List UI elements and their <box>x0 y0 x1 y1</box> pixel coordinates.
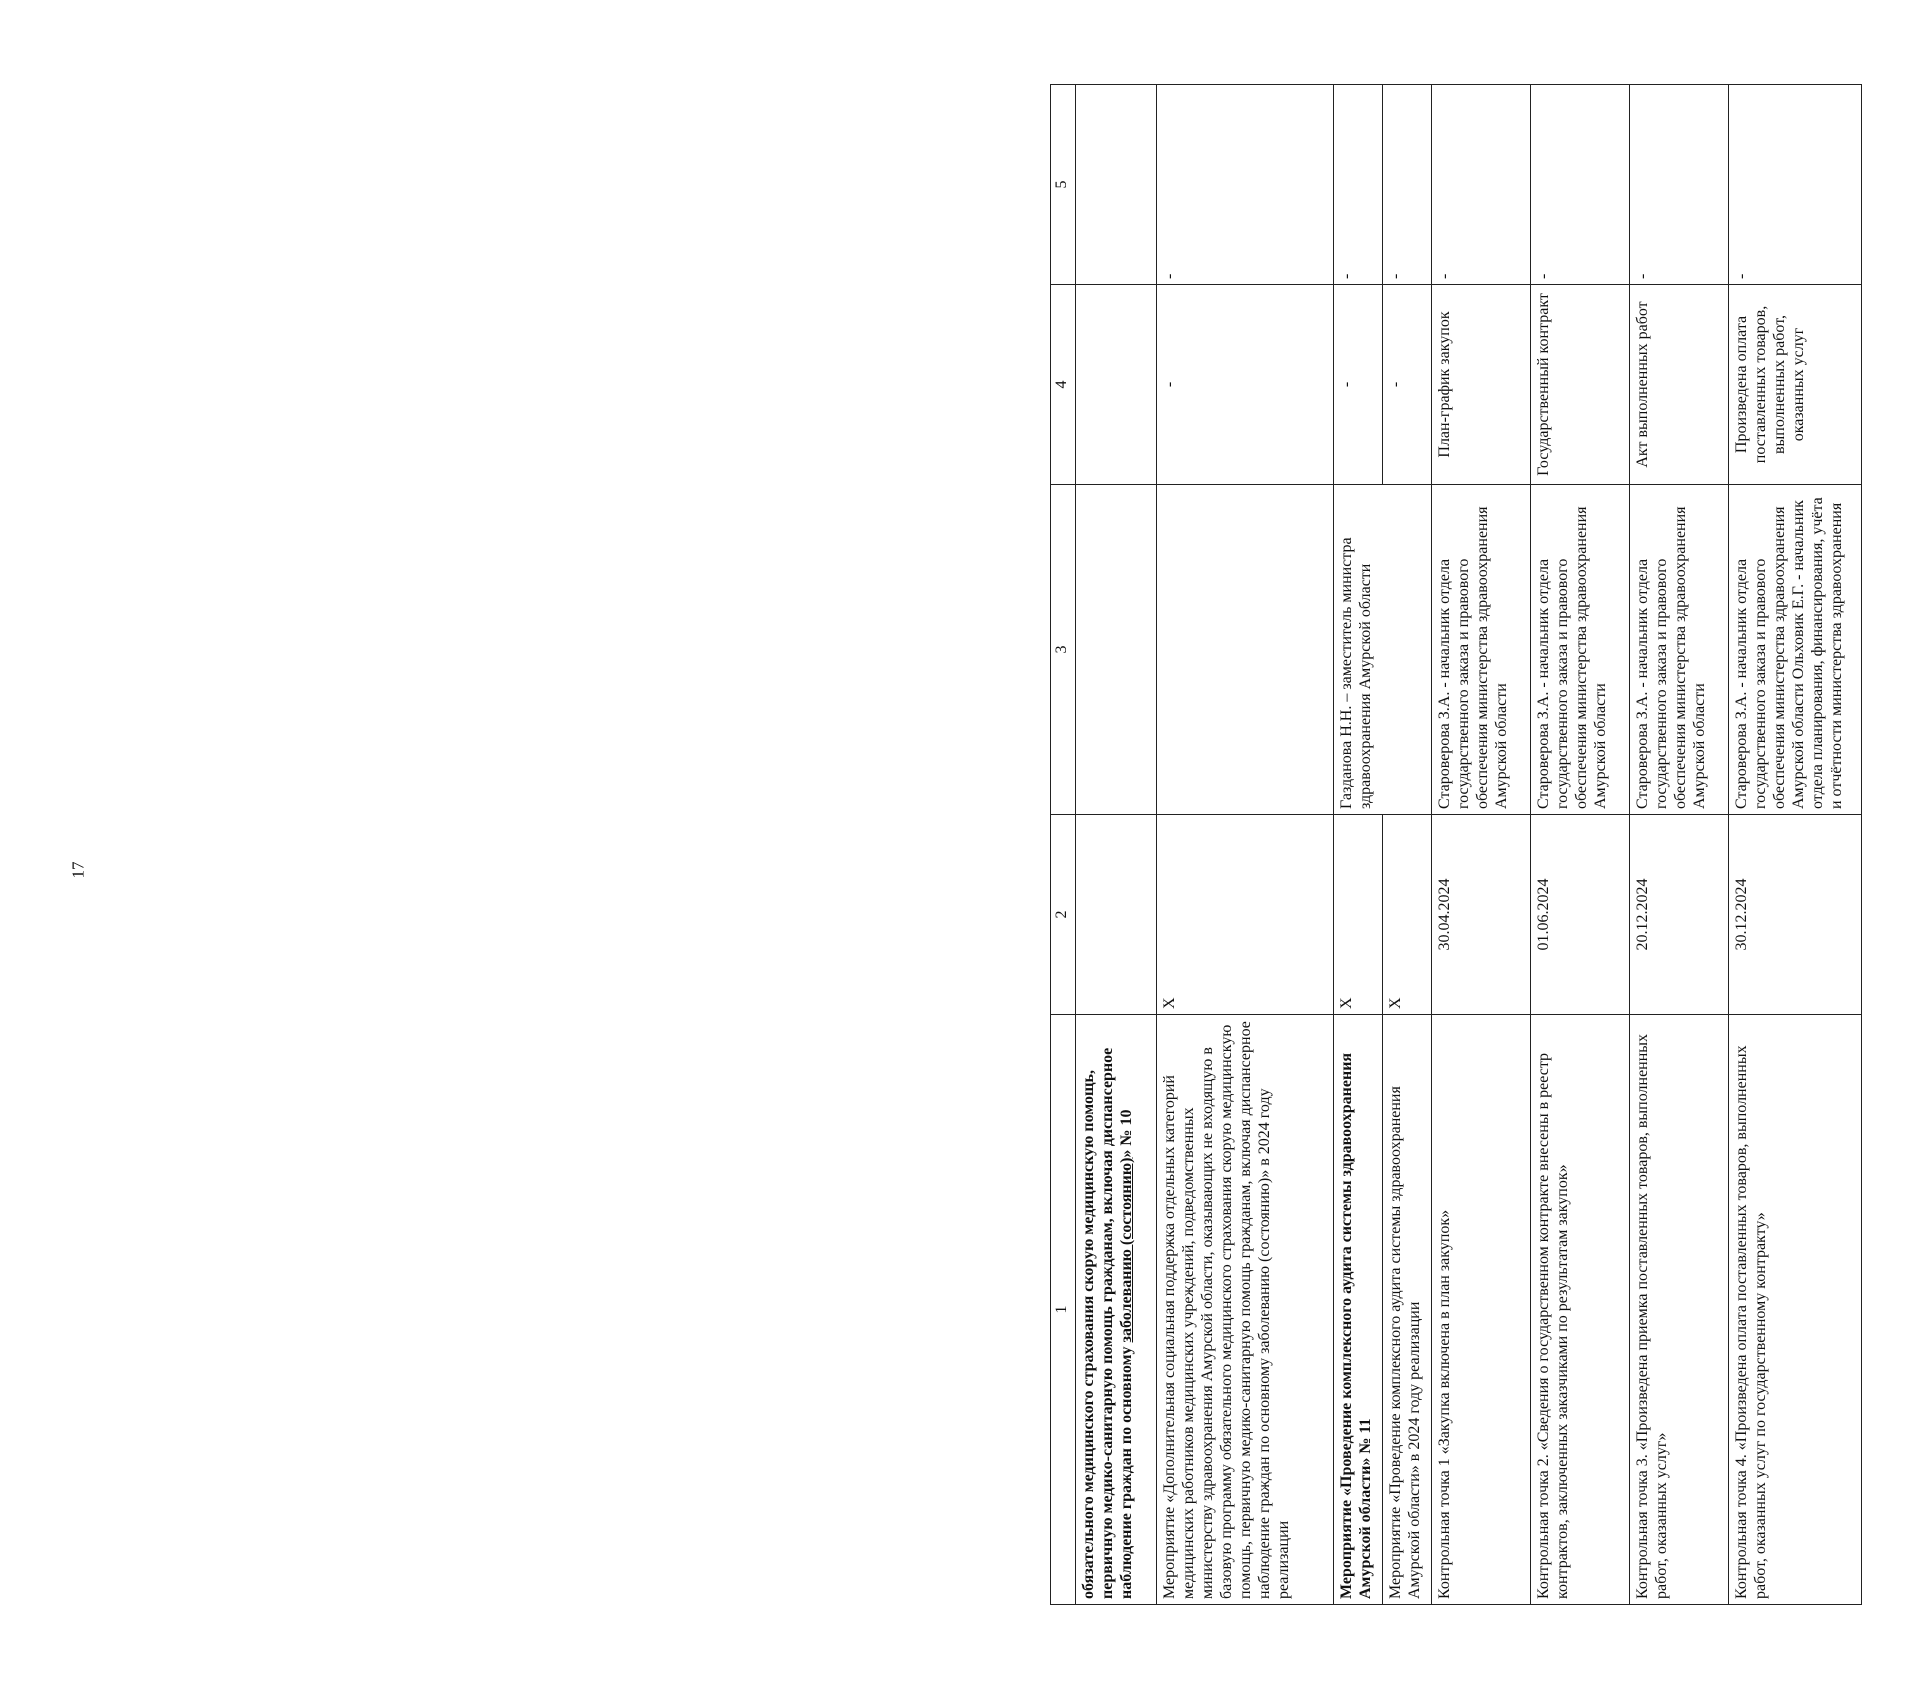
document-cell: План-график закупок <box>1432 285 1531 485</box>
header-row <box>1051 85 1076 1605</box>
header-col-4: 4 <box>1051 285 1076 485</box>
responsible-cell: Староверова З.А. - начальник отдела государственного заказа и правового обеспечения министерства здравоохранения Амурской области <box>1531 485 1630 815</box>
deadline-cell: 20.12.2024 <box>1630 815 1729 1015</box>
deadline-cell: X <box>1383 815 1432 1015</box>
notes-cell: - <box>1729 85 1862 285</box>
table-row <box>1432 85 1531 1605</box>
document-cell: Государственный контракт <box>1531 285 1630 485</box>
events-table <box>1050 84 1862 1605</box>
table-row <box>1630 85 1729 1605</box>
responsible-cell: Староверова З.А. - начальник отдела государственного заказа и правового обеспечения министерства здравоохранения Амурской области Ольховик Е.Г. - начальник отдела планирования, финансирования, учёта и отчётности министерства здравоохранения <box>1729 485 1862 815</box>
responsible-cell: Староверова З.А. - начальник отдела государственного заказа и правового обеспечения министерства здравоохранения Амурской области <box>1630 485 1729 815</box>
event-name-tail: » № 10 <box>1118 1109 1135 1158</box>
event-name-cell: Контрольная точка 1 «Закупка включена в план закупок» <box>1432 1015 1531 1605</box>
table-row <box>1334 85 1383 1605</box>
deadline-cell <box>1076 815 1157 1015</box>
deadline-cell: X <box>1157 815 1334 1015</box>
table-row <box>1383 85 1432 1605</box>
table-row <box>1729 85 1862 1605</box>
rotated-table-container <box>1050 85 1930 1605</box>
document-cell: - <box>1383 285 1432 485</box>
event-name-cell <box>1076 1015 1157 1605</box>
notes-cell <box>1076 85 1157 285</box>
notes-cell: - <box>1630 85 1729 285</box>
responsible-cell <box>1076 485 1157 815</box>
notes-cell: - <box>1383 85 1432 285</box>
event-name-cell: Контрольная точка 4. «Произведена оплата поставленных товаров, выполненных работ, оказанных услуг по государственному контракту» <box>1729 1015 1862 1605</box>
table-row <box>1531 85 1630 1605</box>
document-cell: - <box>1157 285 1334 485</box>
table-row <box>1157 85 1334 1605</box>
document-cell: Акт выполненных работ <box>1630 285 1729 485</box>
event-name-text: обязательного медицинского страхования скорую медицинскую помощь, первичную медико-санитарную помощь гражданам, включая диспансерное наблюдение граждан по основному <box>1080 1047 1135 1599</box>
document-cell: - <box>1334 285 1383 485</box>
notes-cell: - <box>1334 85 1383 285</box>
event-name-cell: Контрольная точка 2. «Сведения о государственном контракте внесены в реестр контрактов, заключенных заказчиками по результатам закупок» <box>1531 1015 1630 1605</box>
header-col-1: 1 <box>1051 1015 1076 1605</box>
document-cell <box>1076 285 1157 485</box>
event-name-cell: Мероприятие «Проведение комплексного аудита системы здравоохранения Амурской области» в 2024 году реализации <box>1383 1015 1432 1605</box>
event-name-underlined: заболеванию (состоянию) <box>1118 1157 1135 1343</box>
event-name-cell: Мероприятие «Дополнительная социальная поддержка отдельных категорий медицинских работников медицинских учреждений, подведомственных министерству здравоохранения Амурской области, оказывающих не входящую в базовую программу обязательного медицинского страхования скорую медицинскую помощь, первичную медико-санитарную помощь гражданам, включая диспансерное наблюдение граждан по основному заболеванию (состоянию)» в 2024 году реализации <box>1157 1015 1334 1605</box>
page-number: 17 <box>68 861 88 879</box>
deadline-cell: 30.04.2024 <box>1432 815 1531 1015</box>
responsible-cell: Газданова Н.Н. – заместитель министра здравоохранения Амурской области <box>1334 485 1432 815</box>
notes-cell: - <box>1432 85 1531 285</box>
table-row <box>1076 85 1157 1605</box>
deadline-cell: 01.06.2024 <box>1531 815 1630 1015</box>
notes-cell: - <box>1157 85 1334 285</box>
event-name-cell: Контрольная точка 3. «Произведена приемка поставленных товаров, выполненных работ, оказанных услуг» <box>1630 1015 1729 1605</box>
deadline-cell: 30.12.2024 <box>1729 815 1862 1015</box>
deadline-cell: X <box>1334 815 1383 1015</box>
responsible-cell: Староверова З.А. - начальник отдела государственного заказа и правового обеспечения министерства здравоохранения Амурской области <box>1432 485 1531 815</box>
header-col-3: 3 <box>1051 485 1076 815</box>
notes-cell: - <box>1531 85 1630 285</box>
event-name-cell: Мероприятие «Проведение комплексного аудита системы здравоохранения Амурской области» № 11 <box>1334 1015 1383 1605</box>
responsible-cell <box>1157 485 1334 815</box>
document-cell: Произведена оплата поставленных товаров, выполненных работ, оказанных услуг <box>1729 285 1862 485</box>
header-col-2: 2 <box>1051 815 1076 1015</box>
header-col-5: 5 <box>1051 85 1076 285</box>
